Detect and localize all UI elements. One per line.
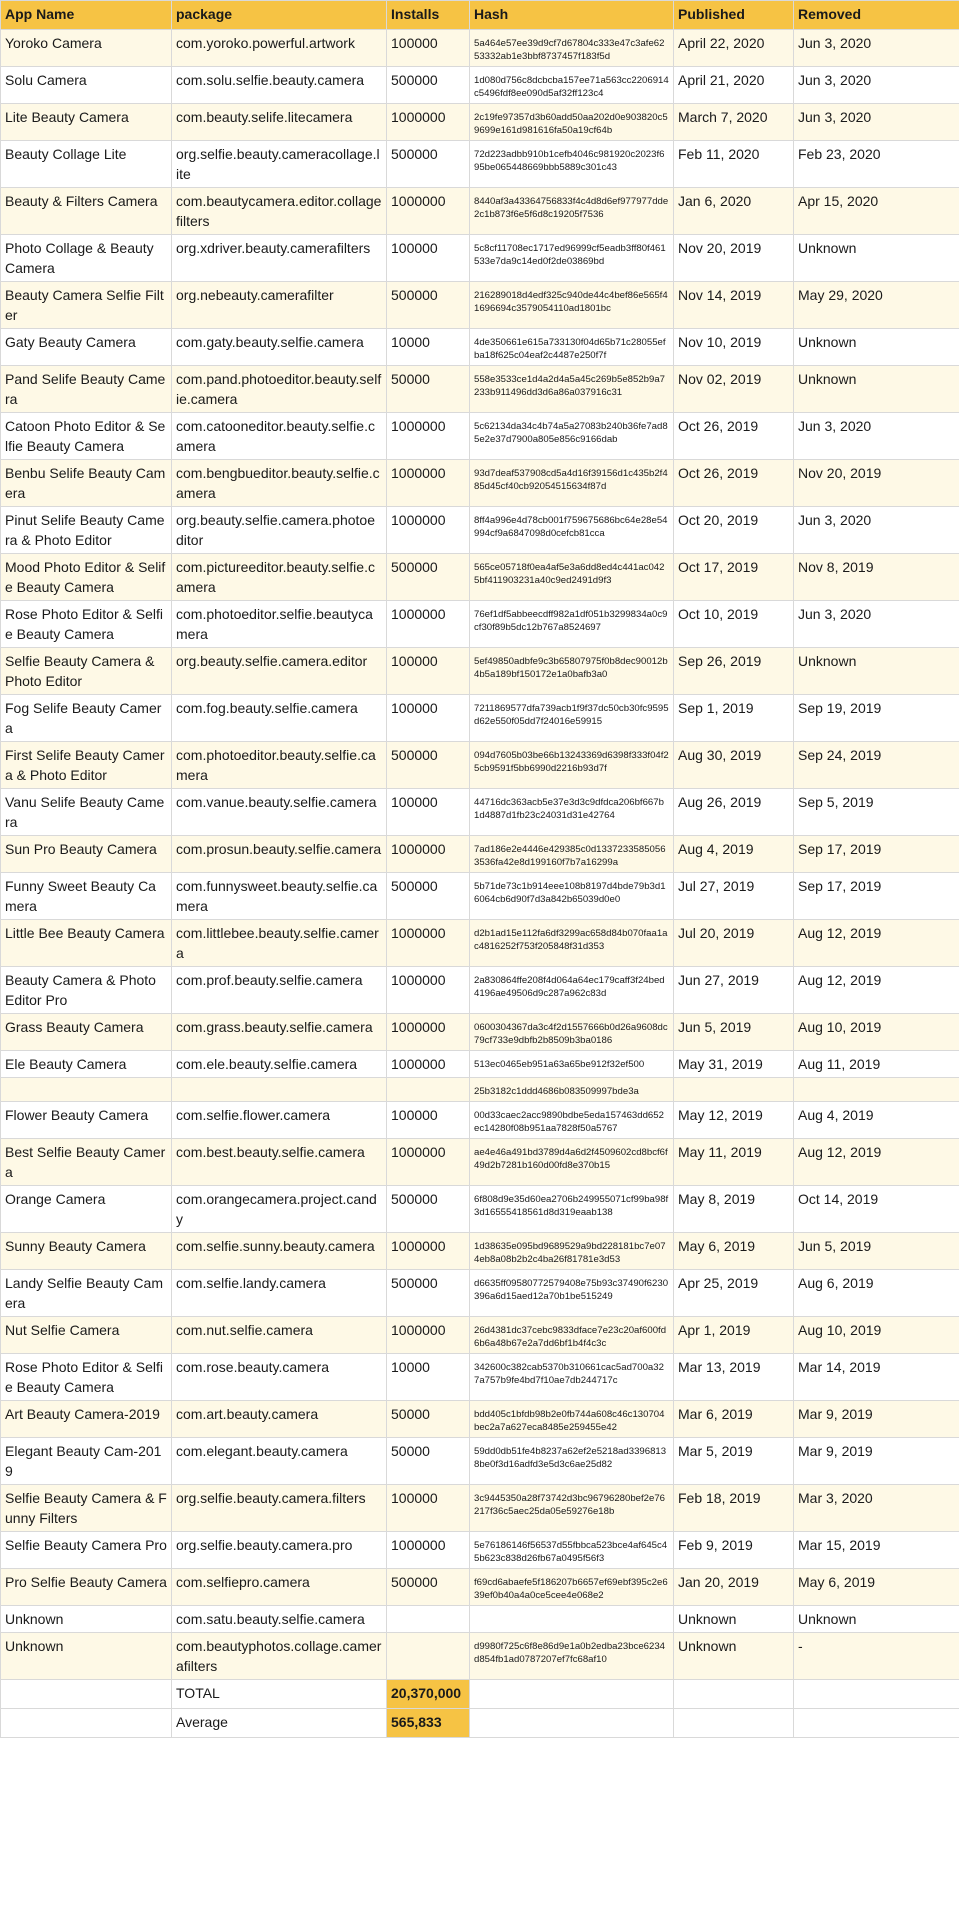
published-cell: Jul 27, 2019 bbox=[674, 873, 794, 920]
installs-cell: 100000 bbox=[387, 1485, 470, 1532]
hash-cell: 565ce05718f0ea4af5e3a6dd8ed4c441ac0425bf411903231a40c9ed2491d9f3 bbox=[470, 554, 674, 601]
average-label: Average bbox=[172, 1709, 387, 1738]
published-cell: March 7, 2020 bbox=[674, 104, 794, 141]
published-cell: Apr 25, 2019 bbox=[674, 1270, 794, 1317]
removed-cell: Feb 23, 2020 bbox=[794, 141, 959, 188]
app-name-cell: Vanu Selife Beauty Camera bbox=[1, 789, 172, 836]
package-cell: com.fog.beauty.selfie.camera bbox=[172, 695, 387, 742]
app-name-cell: Benbu Selife Beauty Camera bbox=[1, 460, 172, 507]
removed-cell: Jun 3, 2020 bbox=[794, 30, 959, 67]
table-row bbox=[1, 1633, 959, 1680]
hash-cell: 5a464e57ee39d9cf7d67804c333e47c3afe6253332ab1e3bbf8737457f183f5d bbox=[470, 30, 674, 67]
table-row bbox=[1, 282, 959, 329]
table-row bbox=[1, 1014, 959, 1051]
package-cell: org.beauty.selfie.camera.editor bbox=[172, 648, 387, 695]
published-cell: Feb 9, 2019 bbox=[674, 1532, 794, 1569]
published-cell: Jan 6, 2020 bbox=[674, 188, 794, 235]
published-cell: Jul 20, 2019 bbox=[674, 920, 794, 967]
hash-cell bbox=[470, 1606, 674, 1633]
removed-cell: Sep 5, 2019 bbox=[794, 789, 959, 836]
table-row bbox=[1, 1485, 959, 1532]
package-cell: com.elegant.beauty.camera bbox=[172, 1438, 387, 1485]
installs-cell: 100000 bbox=[387, 1102, 470, 1139]
app-name-cell: Nut Selfie Camera bbox=[1, 1317, 172, 1354]
average-empty-hash bbox=[470, 1709, 674, 1738]
app-name-cell: Solu Camera bbox=[1, 67, 172, 104]
hash-cell: 25b3182c1ddd4686b083509997bde3a bbox=[470, 1078, 674, 1102]
installs-cell: 500000 bbox=[387, 1186, 470, 1233]
app-name-cell: Yoroko Camera bbox=[1, 30, 172, 67]
package-cell: com.selfiepro.camera bbox=[172, 1569, 387, 1606]
table-row bbox=[1, 1233, 959, 1270]
package-cell: org.beauty.selfie.camera.photoeditor bbox=[172, 507, 387, 554]
removed-cell: Aug 10, 2019 bbox=[794, 1317, 959, 1354]
table-row bbox=[1, 141, 959, 188]
table-row bbox=[1, 1438, 959, 1485]
published-cell: Feb 11, 2020 bbox=[674, 141, 794, 188]
published-cell: May 31, 2019 bbox=[674, 1051, 794, 1078]
package-cell: com.orangecamera.project.candy bbox=[172, 1186, 387, 1233]
package-cell: com.grass.beauty.selfie.camera bbox=[172, 1014, 387, 1051]
package-cell: com.gaty.beauty.selfie.camera bbox=[172, 329, 387, 366]
hash-cell: 59dd0db51fe4b8237a62ef2e5218ad33968138be0f3d16adfd3e5d3c6ae25d82 bbox=[470, 1438, 674, 1485]
published-cell: Oct 17, 2019 bbox=[674, 554, 794, 601]
app-name-cell: Sunny Beauty Camera bbox=[1, 1233, 172, 1270]
package-cell: com.art.beauty.camera bbox=[172, 1401, 387, 1438]
app-name-cell: Little Bee Beauty Camera bbox=[1, 920, 172, 967]
app-name-cell: Ele Beauty Camera bbox=[1, 1051, 172, 1078]
summary-body bbox=[1, 1680, 959, 1738]
installs-cell: 500000 bbox=[387, 67, 470, 104]
app-name-cell: Landy Selfie Beauty Camera bbox=[1, 1270, 172, 1317]
app-name-cell bbox=[1, 1078, 172, 1102]
published-cell: Feb 18, 2019 bbox=[674, 1485, 794, 1532]
removed-cell: Sep 24, 2019 bbox=[794, 742, 959, 789]
hash-cell: 44716dc363acb5e37e3d3c9dfdca206bf667b1d4887d1fb23c24031d31e42764 bbox=[470, 789, 674, 836]
app-name-cell: Flower Beauty Camera bbox=[1, 1102, 172, 1139]
installs-cell: 100000 bbox=[387, 648, 470, 695]
published-cell: May 11, 2019 bbox=[674, 1139, 794, 1186]
package-cell: com.funnysweet.beauty.selfie.camera bbox=[172, 873, 387, 920]
published-cell: Mar 5, 2019 bbox=[674, 1438, 794, 1485]
app-name-cell: Beauty Camera & Photo Editor Pro bbox=[1, 967, 172, 1014]
removed-cell: Oct 14, 2019 bbox=[794, 1186, 959, 1233]
installs-cell: 1000000 bbox=[387, 1233, 470, 1270]
table-row bbox=[1, 1270, 959, 1317]
hash-cell: 5c8cf11708ec1717ed96999cf5eadb3ff80f461533e7da9c14ed0f2de03869bd bbox=[470, 235, 674, 282]
published-cell: May 12, 2019 bbox=[674, 1102, 794, 1139]
table-row bbox=[1, 920, 959, 967]
installs-cell: 50000 bbox=[387, 1401, 470, 1438]
removed-cell: Sep 17, 2019 bbox=[794, 873, 959, 920]
package-cell: com.satu.beauty.selfie.camera bbox=[172, 1606, 387, 1633]
removed-cell: Nov 20, 2019 bbox=[794, 460, 959, 507]
removed-cell: Mar 9, 2019 bbox=[794, 1401, 959, 1438]
installs-cell: 50000 bbox=[387, 1438, 470, 1485]
app-name-cell: Sun Pro Beauty Camera bbox=[1, 836, 172, 873]
installs-cell: 1000000 bbox=[387, 1139, 470, 1186]
package-cell: com.bengbueditor.beauty.selfie.camera bbox=[172, 460, 387, 507]
removed-cell: Nov 8, 2019 bbox=[794, 554, 959, 601]
total-label: TOTAL bbox=[172, 1680, 387, 1709]
published-cell: Aug 26, 2019 bbox=[674, 789, 794, 836]
published-cell: Unknown bbox=[674, 1606, 794, 1633]
published-cell: Sep 26, 2019 bbox=[674, 648, 794, 695]
table-row bbox=[1, 601, 959, 648]
table-row bbox=[1, 1078, 959, 1102]
hash-cell: 72d223adbb910b1cefb4046c981920c2023f695be065448669bbb5889c301c43 bbox=[470, 141, 674, 188]
hash-cell: f69cd6abaefe5f186207b6657ef69ebf395c2e639ef0b40a4a0ce5cee4e068e2 bbox=[470, 1569, 674, 1606]
table-row bbox=[1, 1354, 959, 1401]
total-empty-published bbox=[674, 1680, 794, 1709]
removed-cell bbox=[794, 1078, 959, 1102]
published-cell: May 8, 2019 bbox=[674, 1186, 794, 1233]
table-row bbox=[1, 1317, 959, 1354]
app-name-cell: Fog Selife Beauty Camera bbox=[1, 695, 172, 742]
app-name-cell: Unknown bbox=[1, 1606, 172, 1633]
removed-cell: Mar 3, 2020 bbox=[794, 1485, 959, 1532]
installs-cell: 1000000 bbox=[387, 1014, 470, 1051]
removed-cell: Jun 3, 2020 bbox=[794, 67, 959, 104]
removed-cell: Unknown bbox=[794, 648, 959, 695]
installs-cell: 1000000 bbox=[387, 1051, 470, 1078]
average-spacer bbox=[1, 1709, 172, 1738]
table-row bbox=[1, 967, 959, 1014]
hash-cell: 342600c382cab5370b310661cac5ad700a327a757b9fe4bd7f10ae7db244717c bbox=[470, 1354, 674, 1401]
table-row bbox=[1, 1401, 959, 1438]
column-header-installs: Installs bbox=[387, 1, 470, 30]
table-body bbox=[1, 30, 959, 1680]
table-row bbox=[1, 1606, 959, 1633]
published-cell: Nov 10, 2019 bbox=[674, 329, 794, 366]
hash-cell: 6f808d9e35d60ea2706b249955071cf99ba98f3d16555418561d8d319eaab138 bbox=[470, 1186, 674, 1233]
app-name-cell: Rose Photo Editor & Selfie Beauty Camera bbox=[1, 1354, 172, 1401]
installs-cell: 1000000 bbox=[387, 460, 470, 507]
installs-cell: 1000000 bbox=[387, 104, 470, 141]
removed-cell: Mar 14, 2019 bbox=[794, 1354, 959, 1401]
package-cell: org.xdriver.beauty.camerafilters bbox=[172, 235, 387, 282]
app-name-cell: Beauty Collage Lite bbox=[1, 141, 172, 188]
app-name-cell: Grass Beauty Camera bbox=[1, 1014, 172, 1051]
removed-cell: Jun 5, 2019 bbox=[794, 1233, 959, 1270]
removed-cell: Mar 9, 2019 bbox=[794, 1438, 959, 1485]
table-row bbox=[1, 1051, 959, 1078]
removed-cell: Jun 3, 2020 bbox=[794, 507, 959, 554]
app-name-cell: Best Selfie Beauty Camera bbox=[1, 1139, 172, 1186]
removed-cell: Unknown bbox=[794, 1606, 959, 1633]
hash-cell: 5ef49850adbfe9c3b65807975f0b8dec90012b4b5a189bf150172e1a0bafb3a0 bbox=[470, 648, 674, 695]
app-name-cell: Selfie Beauty Camera & Funny Filters bbox=[1, 1485, 172, 1532]
hash-cell: d9980f725c6f8e86d9e1a0b2edba23bce6234d854fb1ad0787207ef7fc68af10 bbox=[470, 1633, 674, 1680]
published-cell: Sep 1, 2019 bbox=[674, 695, 794, 742]
installs-cell bbox=[387, 1606, 470, 1633]
hash-cell: 216289018d4edf325c940de44c4bef86e565f41696694c3579054110ad1801bc bbox=[470, 282, 674, 329]
hash-cell: ae4e46a491bd3789d4a6d2f4509602cd8bcf6f49d2b7281b160d00fd8e370b15 bbox=[470, 1139, 674, 1186]
package-cell: com.nut.selfie.camera bbox=[172, 1317, 387, 1354]
installs-cell bbox=[387, 1078, 470, 1102]
column-header-package: package bbox=[172, 1, 387, 30]
installs-cell: 500000 bbox=[387, 1270, 470, 1317]
installs-cell: 1000000 bbox=[387, 920, 470, 967]
hash-cell: 513ec0465eb951a63a65be912f32ef500 bbox=[470, 1051, 674, 1078]
package-cell: com.yoroko.powerful.artwork bbox=[172, 30, 387, 67]
app-name-cell: Selfie Beauty Camera & Photo Editor bbox=[1, 648, 172, 695]
published-cell: Oct 26, 2019 bbox=[674, 413, 794, 460]
hash-cell: 7211869577dfa739acb1f9f37dc50cb30fc9595d62e550f05dd7f24016e59915 bbox=[470, 695, 674, 742]
table-row bbox=[1, 695, 959, 742]
package-cell: com.selfie.sunny.beauty.camera bbox=[172, 1233, 387, 1270]
removed-cell: May 29, 2020 bbox=[794, 282, 959, 329]
installs-cell: 500000 bbox=[387, 873, 470, 920]
installs-cell: 1000000 bbox=[387, 1532, 470, 1569]
package-cell: com.selfie.flower.camera bbox=[172, 1102, 387, 1139]
table-row bbox=[1, 366, 959, 413]
hash-cell: 76ef1df5abbeecdff982a1df051b3299834a0c9cf30f89b5dc12b767a8524697 bbox=[470, 601, 674, 648]
hash-cell: 5b71de73c1b914eee108b8197d4bde79b3d16064cb6d90f7d3a842b65039d0e0 bbox=[470, 873, 674, 920]
table-row bbox=[1, 329, 959, 366]
average-row bbox=[1, 1709, 959, 1738]
published-cell: Nov 20, 2019 bbox=[674, 235, 794, 282]
column-header-hash: Hash bbox=[470, 1, 674, 30]
app-name-cell: Unknown bbox=[1, 1633, 172, 1680]
installs-cell: 100000 bbox=[387, 789, 470, 836]
removed-cell: Sep 17, 2019 bbox=[794, 836, 959, 873]
package-cell: com.catooneditor.beauty.selfie.camera bbox=[172, 413, 387, 460]
published-cell: Jan 20, 2019 bbox=[674, 1569, 794, 1606]
removed-cell: Aug 12, 2019 bbox=[794, 967, 959, 1014]
table-row bbox=[1, 413, 959, 460]
removed-cell: - bbox=[794, 1633, 959, 1680]
column-header-removed: Removed bbox=[794, 1, 959, 30]
removed-cell: Sep 19, 2019 bbox=[794, 695, 959, 742]
hash-cell: 00d33caec2acc9890bdbe5eda157463dd652ec14280f08b951aa7828f50a5767 bbox=[470, 1102, 674, 1139]
removed-cell: Aug 10, 2019 bbox=[794, 1014, 959, 1051]
installs-cell: 500000 bbox=[387, 1569, 470, 1606]
package-cell: com.beauty.selife.litecamera bbox=[172, 104, 387, 141]
app-name-cell: First Selife Beauty Camera & Photo Editor bbox=[1, 742, 172, 789]
published-cell: May 6, 2019 bbox=[674, 1233, 794, 1270]
hash-cell: 4de350661e615a733130f04d65b71c28055efba18f625c04eaf2c4487e250f7f bbox=[470, 329, 674, 366]
average-empty-removed bbox=[794, 1709, 959, 1738]
table-row bbox=[1, 67, 959, 104]
package-cell: com.best.beauty.selfie.camera bbox=[172, 1139, 387, 1186]
published-cell: Jun 27, 2019 bbox=[674, 967, 794, 1014]
package-cell: org.nebeauty.camerafilter bbox=[172, 282, 387, 329]
app-name-cell: Lite Beauty Camera bbox=[1, 104, 172, 141]
installs-cell: 1000000 bbox=[387, 836, 470, 873]
removed-cell: Aug 12, 2019 bbox=[794, 920, 959, 967]
installs-cell: 50000 bbox=[387, 366, 470, 413]
hash-cell: 2c19fe97357d3b60add50aa202d0e903820c59699e161d981616fa50a19cf64b bbox=[470, 104, 674, 141]
app-name-cell: Pro Selfie Beauty Camera bbox=[1, 1569, 172, 1606]
table-row bbox=[1, 104, 959, 141]
total-row bbox=[1, 1680, 959, 1709]
package-cell: com.pand.photoeditor.beauty.selfie.camera bbox=[172, 366, 387, 413]
total-empty-removed bbox=[794, 1680, 959, 1709]
package-cell: com.ele.beauty.selfie.camera bbox=[172, 1051, 387, 1078]
removed-cell: Jun 3, 2020 bbox=[794, 104, 959, 141]
published-cell: April 21, 2020 bbox=[674, 67, 794, 104]
app-name-cell: Beauty Camera Selfie Filter bbox=[1, 282, 172, 329]
installs-cell: 10000 bbox=[387, 329, 470, 366]
column-header-app-name: App Name bbox=[1, 1, 172, 30]
package-cell: com.solu.selfie.beauty.camera bbox=[172, 67, 387, 104]
hash-cell: 094d7605b03be66b13243369d6398f333f04f25cb9591f5bb6990d2216b93d7f bbox=[470, 742, 674, 789]
hash-cell: 2a830864ffe208f4d064a64ec179caff3f24bed4196ae49506d9c287a962c83d bbox=[470, 967, 674, 1014]
table-row bbox=[1, 460, 959, 507]
table-row bbox=[1, 1139, 959, 1186]
removed-cell: Aug 4, 2019 bbox=[794, 1102, 959, 1139]
published-cell bbox=[674, 1078, 794, 1102]
app-name-cell: Beauty & Filters Camera bbox=[1, 188, 172, 235]
package-cell: com.photoeditor.beauty.selfie.camera bbox=[172, 742, 387, 789]
removed-cell: Aug 11, 2019 bbox=[794, 1051, 959, 1078]
table-row bbox=[1, 836, 959, 873]
removed-cell: Unknown bbox=[794, 366, 959, 413]
app-name-cell: Gaty Beauty Camera bbox=[1, 329, 172, 366]
published-cell: Unknown bbox=[674, 1633, 794, 1680]
header-row bbox=[1, 1, 959, 30]
average-value: 565,833 bbox=[387, 1709, 470, 1738]
package-cell: com.selfie.landy.camera bbox=[172, 1270, 387, 1317]
removed-cell: Aug 6, 2019 bbox=[794, 1270, 959, 1317]
installs-cell: 100000 bbox=[387, 695, 470, 742]
hash-cell: bdd405c1bfdb98b2e0fb744a608c46c130704bec2a7a627eca8485e259455e42 bbox=[470, 1401, 674, 1438]
hash-cell: 26d4381dc37cebc9833dface7e23c20af600fd6b6a48b67e2a7dd6bf1b4f4c3c bbox=[470, 1317, 674, 1354]
installs-cell: 100000 bbox=[387, 235, 470, 282]
published-cell: Oct 20, 2019 bbox=[674, 507, 794, 554]
hash-cell: 93d7deaf537908cd5a4d16f39156d1c435b2f485d45cf40cb92054515634f87d bbox=[470, 460, 674, 507]
app-name-cell: Photo Collage & Beauty Camera bbox=[1, 235, 172, 282]
package-cell: com.beautyphotos.collage.camerafilters bbox=[172, 1633, 387, 1680]
table-row bbox=[1, 554, 959, 601]
published-cell: Aug 4, 2019 bbox=[674, 836, 794, 873]
app-name-cell: Pand Selife Beauty Camera bbox=[1, 366, 172, 413]
table-row bbox=[1, 1569, 959, 1606]
published-cell: Aug 30, 2019 bbox=[674, 742, 794, 789]
hash-cell: 7ad186e2e4446e429385c0d13372335850563536fa42e8d199160f7b7a16299a bbox=[470, 836, 674, 873]
published-cell: Nov 02, 2019 bbox=[674, 366, 794, 413]
hash-cell: 558e3533ce1d4a2d4a5a45c269b5e852b9a7233b911496dd3d6a86a037916c31 bbox=[470, 366, 674, 413]
table-row bbox=[1, 789, 959, 836]
package-cell: com.rose.beauty.camera bbox=[172, 1354, 387, 1401]
table-row bbox=[1, 873, 959, 920]
app-name-cell: Catoon Photo Editor & Selfie Beauty Camera bbox=[1, 413, 172, 460]
published-cell: Mar 13, 2019 bbox=[674, 1354, 794, 1401]
hash-cell: 8ff4a996e4d78cb001f759675686bc64e28e54994cf9a6847098d0cefcb81cca bbox=[470, 507, 674, 554]
hash-cell: d6635ff09580772579408e75b93c37490f6230396a6d15aed12a70b1be515249 bbox=[470, 1270, 674, 1317]
total-empty-hash bbox=[470, 1680, 674, 1709]
installs-cell: 500000 bbox=[387, 554, 470, 601]
installs-cell: 100000 bbox=[387, 30, 470, 67]
removed-cell: Unknown bbox=[794, 329, 959, 366]
published-cell: Oct 26, 2019 bbox=[674, 460, 794, 507]
hash-cell: 5c62134da34c4b74a5a27083b240b36fe7ad85e2e37d7900a805e856c9166dab bbox=[470, 413, 674, 460]
removed-cell: Jun 3, 2020 bbox=[794, 601, 959, 648]
hash-cell: 8440af3a43364756833f4c4d8d6ef977977dde2c1b873f6e5f6d8c19205f7536 bbox=[470, 188, 674, 235]
removed-cell: Apr 15, 2020 bbox=[794, 188, 959, 235]
hash-cell: 5e76186146f56537d55fbbca523bce4af645c45b623c838d26fb67a0495f56f3 bbox=[470, 1532, 674, 1569]
table-row bbox=[1, 235, 959, 282]
column-header-published: Published bbox=[674, 1, 794, 30]
package-cell: com.prosun.beauty.selfie.camera bbox=[172, 836, 387, 873]
app-name-cell: Funny Sweet Beauty Camera bbox=[1, 873, 172, 920]
package-cell: org.selfie.beauty.cameracollage.lite bbox=[172, 141, 387, 188]
package-cell: com.vanue.beauty.selfie.camera bbox=[172, 789, 387, 836]
installs-cell: 10000 bbox=[387, 1354, 470, 1401]
installs-cell: 1000000 bbox=[387, 413, 470, 460]
app-name-cell: Art Beauty Camera-2019 bbox=[1, 1401, 172, 1438]
removed-cell: May 6, 2019 bbox=[794, 1569, 959, 1606]
published-cell: Jun 5, 2019 bbox=[674, 1014, 794, 1051]
hash-cell: d2b1ad15e112fa6df3299ac658d84b070faa1ac4816252f753f205848f31d353 bbox=[470, 920, 674, 967]
table-row bbox=[1, 1186, 959, 1233]
total-spacer bbox=[1, 1680, 172, 1709]
removed-cell: Aug 12, 2019 bbox=[794, 1139, 959, 1186]
installs-cell: 500000 bbox=[387, 141, 470, 188]
table-row bbox=[1, 507, 959, 554]
installs-cell: 1000000 bbox=[387, 601, 470, 648]
installs-cell: 1000000 bbox=[387, 188, 470, 235]
app-name-cell: Rose Photo Editor & Selfie Beauty Camera bbox=[1, 601, 172, 648]
package-cell: org.selfie.beauty.camera.filters bbox=[172, 1485, 387, 1532]
app-name-cell: Orange Camera bbox=[1, 1186, 172, 1233]
package-cell: com.prof.beauty.selfie.camera bbox=[172, 967, 387, 1014]
app-name-cell: Selfie Beauty Camera Pro bbox=[1, 1532, 172, 1569]
installs-cell: 500000 bbox=[387, 742, 470, 789]
package-cell: com.beautycamera.editor.collagefilters bbox=[172, 188, 387, 235]
installs-cell: 1000000 bbox=[387, 507, 470, 554]
table-row bbox=[1, 742, 959, 789]
published-cell: Oct 10, 2019 bbox=[674, 601, 794, 648]
hash-cell: 0600304367da3c4f2d1557666b0d26a9608dc79cf733e9dbfb2b8509b3ba0186 bbox=[470, 1014, 674, 1051]
installs-cell: 500000 bbox=[387, 282, 470, 329]
removed-cell: Unknown bbox=[794, 235, 959, 282]
published-cell: Nov 14, 2019 bbox=[674, 282, 794, 329]
removed-cell: Jun 3, 2020 bbox=[794, 413, 959, 460]
installs-cell: 1000000 bbox=[387, 967, 470, 1014]
total-value: 20,370,000 bbox=[387, 1680, 470, 1709]
hash-cell: 1d38635e095bd9689529a9bd228181bc7e074eb8a08b2b2c4ba26f81781e3d53 bbox=[470, 1233, 674, 1270]
table-row bbox=[1, 188, 959, 235]
package-cell bbox=[172, 1078, 387, 1102]
published-cell: Apr 1, 2019 bbox=[674, 1317, 794, 1354]
package-cell: com.pictureeditor.beauty.selfie.camera bbox=[172, 554, 387, 601]
package-cell: com.littlebee.beauty.selfie.camera bbox=[172, 920, 387, 967]
average-empty-published bbox=[674, 1709, 794, 1738]
table-row bbox=[1, 30, 959, 67]
installs-cell bbox=[387, 1633, 470, 1680]
app-name-cell: Pinut Selife Beauty Camera & Photo Editor bbox=[1, 507, 172, 554]
table-row bbox=[1, 648, 959, 695]
app-name-cell: Elegant Beauty Cam-2019 bbox=[1, 1438, 172, 1485]
hash-cell: 3c9445350a28f73742d3bc96796280bef2e76217f36c5aec25da05e59276e18b bbox=[470, 1485, 674, 1532]
package-cell: com.photoeditor.selfie.beautycamera bbox=[172, 601, 387, 648]
published-cell: April 22, 2020 bbox=[674, 30, 794, 67]
package-cell: org.selfie.beauty.camera.pro bbox=[172, 1532, 387, 1569]
app-name-cell: Mood Photo Editor & Selife Beauty Camera bbox=[1, 554, 172, 601]
hash-cell: 1d080d756c8dcbcba157ee71a563cc2206914c5496fdf8ee090d5af32ff123c4 bbox=[470, 67, 674, 104]
installs-cell: 1000000 bbox=[387, 1317, 470, 1354]
table-row bbox=[1, 1532, 959, 1569]
removed-cell: Mar 15, 2019 bbox=[794, 1532, 959, 1569]
table-row bbox=[1, 1102, 959, 1139]
published-cell: Mar 6, 2019 bbox=[674, 1401, 794, 1438]
